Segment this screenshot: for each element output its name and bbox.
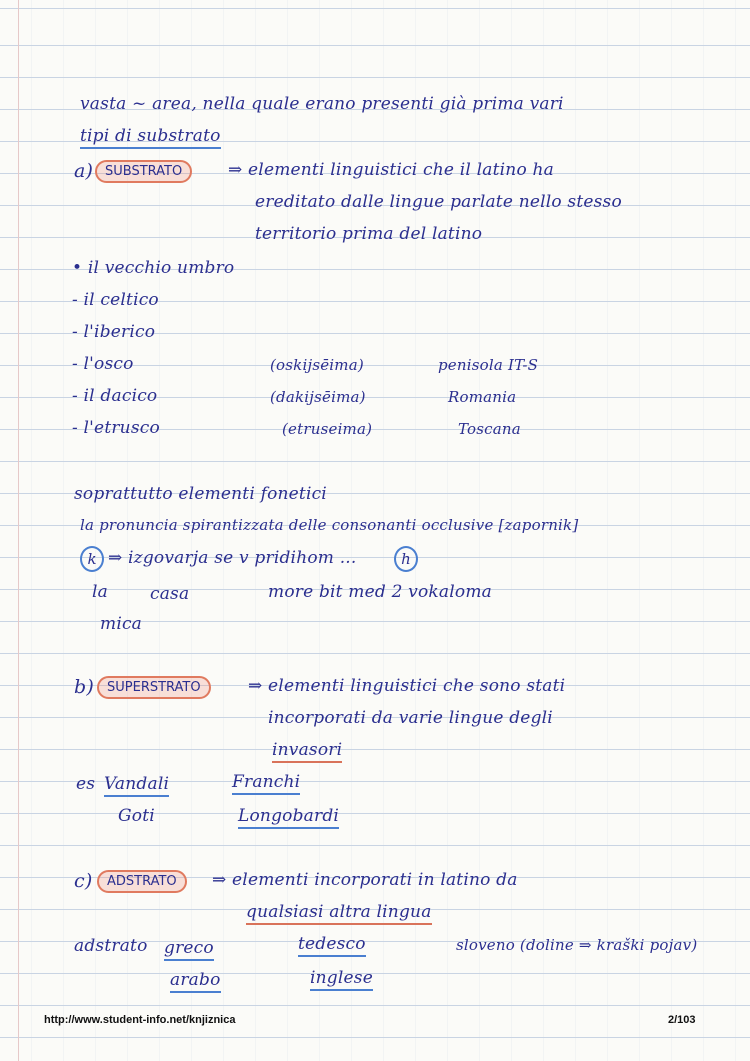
section-b-label: b) bbox=[74, 676, 94, 698]
note-line: ⇒ elementi linguistici che il latino ha bbox=[228, 160, 554, 180]
list-item-note: Romania bbox=[448, 388, 517, 406]
list-item-note: Toscana bbox=[458, 420, 521, 438]
section-c-label: c) bbox=[74, 870, 93, 892]
list-item-note: penisola IT-S bbox=[438, 356, 539, 374]
example-item: Vandali bbox=[104, 774, 169, 797]
note-line: ⇒ elementi linguistici che sono stati bbox=[248, 676, 566, 696]
note-line: casa bbox=[150, 584, 190, 604]
list-item-note: (etruseima) bbox=[282, 420, 373, 438]
page-number: 2/103 bbox=[668, 1014, 696, 1026]
letter-k-circle: k bbox=[80, 546, 104, 572]
footer-url: http://www.student-info.net/knjiznica bbox=[44, 1014, 236, 1026]
substrato-tag: SUBSTRATO bbox=[95, 160, 192, 183]
list-item: - l'osco bbox=[72, 354, 134, 374]
adstrato-item: arabo bbox=[170, 970, 221, 993]
example-item: Goti bbox=[118, 806, 155, 826]
note-line: tipi di substrato bbox=[80, 126, 221, 149]
margin-line bbox=[18, 0, 19, 1061]
adstrato-tag: ADSTRATO bbox=[97, 870, 187, 893]
note-line: vasta ~ area, nella quale erano presenti già prima vari bbox=[80, 94, 564, 114]
example-item: Longobardi bbox=[238, 806, 339, 829]
adstrato-item: sloveno (doline ⇒ kraški pojav) bbox=[456, 936, 698, 954]
note-line: ⇒ izgovarja se v pridihom ... bbox=[108, 548, 357, 568]
list-item: • il vecchio umbro bbox=[72, 258, 235, 278]
section-a-label: a) bbox=[74, 160, 94, 182]
adstrato-item: tedesco bbox=[298, 934, 366, 957]
note-line: ⇒ elementi incorporati in latino da bbox=[212, 870, 518, 890]
list-item: - l'etrusco bbox=[72, 418, 160, 438]
letter-h-circle: h bbox=[394, 546, 418, 572]
note-line: adstrato bbox=[74, 936, 148, 956]
note-line: territorio prima del latino bbox=[255, 224, 483, 244]
adstrato-item: inglese bbox=[310, 968, 373, 991]
note-line: more bit med 2 vokaloma bbox=[268, 582, 492, 602]
note-line: mica bbox=[100, 614, 143, 634]
list-item: - l'iberico bbox=[72, 322, 156, 342]
list-item-note: (dakijsēima) bbox=[270, 388, 366, 406]
list-item: - il dacico bbox=[72, 386, 158, 406]
adstrato-item: greco bbox=[164, 938, 214, 961]
note-line: soprattutto elementi fonetici bbox=[74, 484, 327, 504]
list-item-note: (oskijsēima) bbox=[270, 356, 364, 374]
note-line: invasori bbox=[272, 740, 342, 763]
example-item: Franchi bbox=[232, 772, 300, 795]
note-line: la bbox=[92, 582, 108, 602]
example-label: es bbox=[76, 774, 96, 794]
superstrato-tag: SUPERSTRATO bbox=[97, 676, 211, 699]
note-line: ereditato dalle lingue parlate nello stesso bbox=[255, 192, 622, 212]
list-item: - il celtico bbox=[72, 290, 159, 310]
note-line: qualsiasi altra lingua bbox=[246, 902, 432, 925]
note-line: incorporati da varie lingue degli bbox=[268, 708, 553, 728]
note-line: la pronuncia spirantizzata delle consonanti occlusive [zapornik] bbox=[80, 516, 579, 534]
